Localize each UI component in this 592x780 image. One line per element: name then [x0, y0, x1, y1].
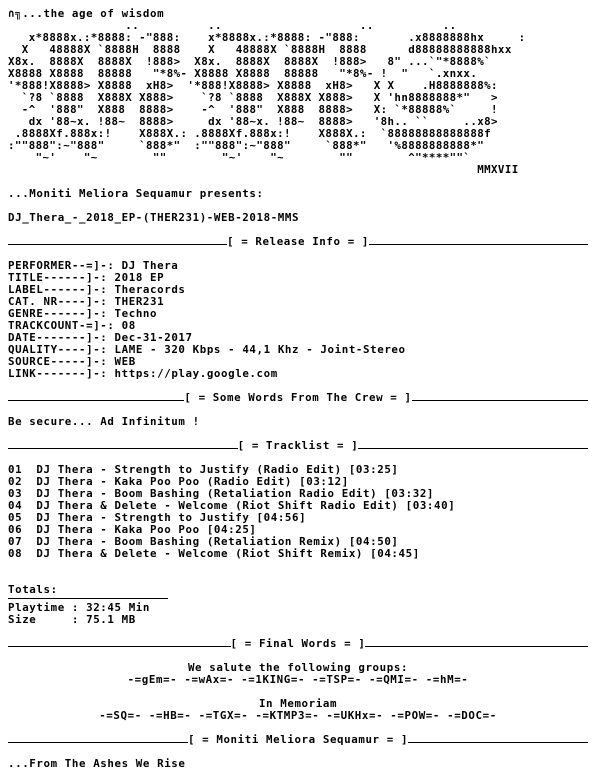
info-key: TITLE------]-:: [8, 271, 115, 284]
info-value: Dec-31-2017: [114, 331, 193, 344]
rule-right: [408, 734, 588, 743]
track-title: DJ Thera - Kaka Poo Poo (Radio Edit) [03:12]: [36, 475, 349, 488]
info-key: QUALITY----]-:: [8, 343, 115, 356]
final-words-heading: [ = Final Words = ]: [230, 637, 366, 650]
footer-heading: [ = Moniti Meliora Sequamur = ]: [187, 733, 409, 746]
info-key: CAT. NR----]-:: [8, 295, 115, 308]
final-words-header: [8, 638, 588, 650]
rule-left: [8, 440, 238, 449]
rule-right: [365, 638, 588, 647]
info-key: SOURCE-----]-:: [8, 355, 115, 368]
release-info-header: [8, 236, 588, 248]
footer-header: [8, 734, 588, 746]
info-value: THER231: [114, 295, 165, 308]
info-row: [8, 368, 588, 380]
track-row: [8, 548, 588, 560]
track-number: 06: [8, 523, 23, 536]
totals-playtime: Playtime : 32:45 Min: [8, 601, 151, 614]
ascii-logo-art: .. .. .. .. x*8888x.:*8888: -"888: x*8888x.:*8888: -"888: .x8888888hx : X 48888X `8888H 8888 X 48888X `8888H 8888 d88888888888hxx X8x. 8888X 8888X !888> X8x. 8888X 8888X !888> 8" ...`"*8888%` X8888 X8888 88888 "*8%- X8888 X8888 88888 "*8%- ! " `.xnxx. '*888!X8888> X8888 xH8> '*888!X8888> X8888 xH8> X X .H8888888%: `?8 `8888 X888X X888> `?8 `8888 X888X X888> X 'hn8888888*" > -^ '888" X888 8888> -^ '888" X888 8888> X: `*88888%` ! dx '88~x. !88~ 8888> dx '88~x. !88~ 8888> '8h.. `` ..x8> .8888Xf.888x:! X888X.: .8888Xf.888x:! X888X.: `88888888888888f :""888":~"888" `888*" :""888":~"888" `888*" '%8888888888*" "~' "~ "" "~' "~ "" ^"****""` MMXVII: [8, 19, 526, 176]
track-number: 08: [8, 547, 23, 560]
track-title: DJ Thera & Delete - Welcome (Riot Shift Remix) [04:45]: [36, 547, 420, 560]
tracklist-heading: [ = Tracklist = ]: [237, 439, 359, 452]
tracklist-header: [8, 440, 588, 452]
track-title: DJ Thera - Boom Bashing (Retaliation Radio Edit) [03:32]: [36, 487, 435, 500]
info-value: https://play.google.com: [114, 367, 278, 380]
crew-header: [8, 392, 588, 404]
info-key: TRACKCOUNT-=]-:: [8, 319, 122, 332]
track-number: 02: [8, 475, 23, 488]
rule-left: [8, 392, 184, 401]
rule-right: [412, 392, 588, 401]
totals-size: Size : 75.1 MB: [8, 613, 136, 626]
info-key: DATE-------]-:: [8, 331, 115, 344]
track-title: DJ Thera & Delete - Welcome (Riot Shift Radio Edit) [03:40]: [36, 499, 456, 512]
info-key: LABEL------]-:: [8, 283, 115, 296]
rule-left: [8, 734, 188, 743]
track-title: DJ Thera - Boom Bashing (Retaliation Remix) [04:50]: [36, 535, 399, 548]
info-value: LAME - 320 Kbps - 44,1 Khz - Joint-Stereo: [114, 343, 406, 356]
track-number: 07: [8, 535, 23, 548]
track-number: 03: [8, 487, 23, 500]
track-number: 05: [8, 511, 23, 524]
release-name: DJ_Thera_-_2018_EP-(THER231)-WEB-2018-MMS: [8, 211, 300, 224]
track-list: [8, 464, 588, 560]
track-title: DJ Thera - Strength to Justify (Radio Edit) [03:25]: [36, 463, 399, 476]
info-value: 2018 EP: [114, 271, 165, 284]
release-info-heading: [ = Release Info = ]: [227, 235, 370, 248]
track-title: DJ Thera - Kaka Poo Poo [04:25]: [36, 523, 257, 536]
info-value: Theracords: [114, 283, 186, 296]
crew-text: Be secure... Ad Infinitum !: [8, 415, 200, 428]
rule-left: [8, 236, 227, 245]
info-value: Techno: [114, 307, 158, 320]
track-number: 04: [8, 499, 23, 512]
info-value: WEB: [114, 355, 136, 368]
totals-rule: [8, 598, 168, 599]
info-key: GENRE------]-:: [8, 307, 115, 320]
salute-line: We salute the following groups:: [187, 661, 409, 674]
info-value: DJ Thera: [121, 259, 179, 272]
closing-line: ...From The Ashes We Rise: [8, 757, 186, 770]
info-value: 08: [121, 319, 136, 332]
track-title: DJ Thera - Strength to Justify [04:56]: [36, 511, 307, 524]
rule-left: [8, 638, 231, 647]
info-key: PERFORMER--=]-:: [8, 259, 122, 272]
memoriam-groups: -=SQ=- -=HB=- -=TGX=- -=KTMP3=- -=UKHx=- -=POW=- -=DOC=-: [99, 709, 497, 722]
track-number: 01: [8, 463, 23, 476]
rule-right: [358, 440, 588, 449]
release-info-fields: [8, 260, 588, 380]
rule-right: [369, 236, 588, 245]
info-key: LINK-------]-:: [8, 367, 115, 380]
memoriam-title: In Memoriam: [258, 697, 338, 710]
logo-tagline: ∩╗...the age of wisdom: [8, 8, 165, 20]
crew-heading: [ = Some Words From The Crew = ]: [184, 391, 412, 404]
presents-line: ...Moniti Meliora Sequamur presents:: [8, 187, 264, 200]
salute-groups: -=gEm=- -=wAx=- -=1KING=- -=TSP=- -=QMI=- -=hM=-: [127, 673, 469, 686]
nfo-document: [8, 8, 588, 778]
totals-heading: Totals:: [8, 583, 58, 596]
